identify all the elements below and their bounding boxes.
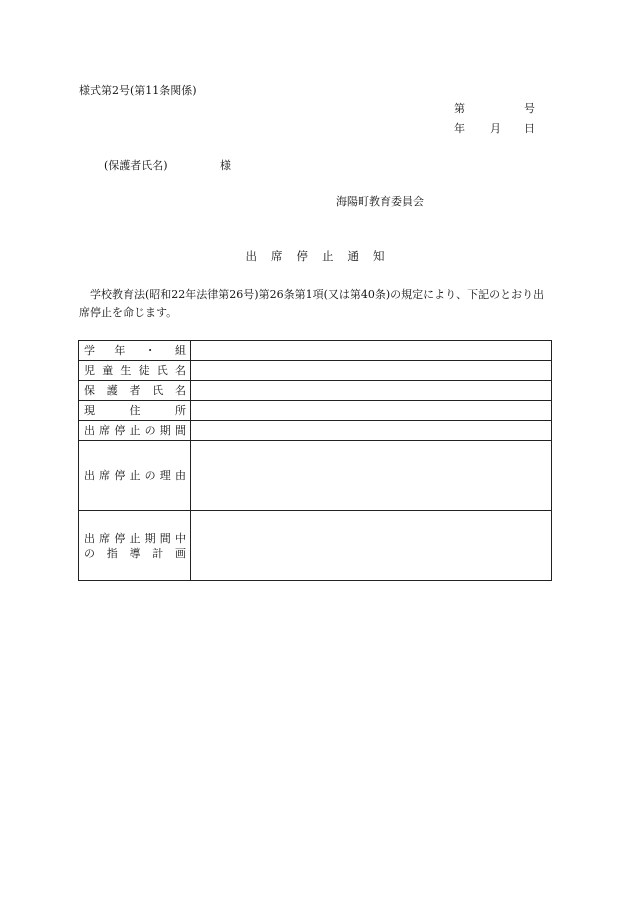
table-row (79, 381, 552, 401)
document-number-suffix: 号 (524, 102, 535, 115)
table-label-text: 学 年 ・ 組 (84, 344, 186, 357)
date-month-label: 月 (490, 122, 501, 135)
row-value-guidance-plan[interactable] (191, 511, 552, 581)
row-label-suspension-reason (79, 441, 191, 511)
table-label-text: 現 住 所 (84, 404, 186, 417)
table-row (79, 401, 552, 421)
row-value-suspension-reason[interactable] (191, 441, 552, 511)
table-label-text: 児 童 生 徒 氏 名 (84, 364, 186, 377)
table-row (79, 361, 552, 381)
table-label-text: 出 席 停 止 の 期 間 (84, 424, 186, 437)
row-label-grade-class (79, 341, 191, 361)
row-label-suspension-period (79, 421, 191, 441)
body-text: 学校教育法(昭和22年法律第26号)第26条第1項(又は第40条)の規定により、下記のとおり出席停止を命じます。 (79, 288, 545, 319)
row-label-address (79, 401, 191, 421)
table-label-text: の 指 導 計 画 (84, 546, 186, 560)
information-table (78, 340, 552, 581)
date-day-label: 日 (524, 122, 535, 135)
row-value-address[interactable] (191, 401, 552, 421)
row-label-guardian-name (79, 381, 191, 401)
table-label-text: 出 席 停 止 期 間 中 (84, 531, 186, 545)
form-number: 様式第2号(第11条関係) (79, 84, 197, 97)
table-row (79, 341, 552, 361)
issuer-name: 海陽町教育委員会 (336, 195, 424, 208)
row-value-guardian-name[interactable] (191, 381, 552, 401)
row-value-grade-class[interactable] (191, 341, 552, 361)
addressee-honorific: 様 (220, 159, 231, 172)
table-label-text: 保 護 者 氏 名 (84, 384, 186, 397)
row-label-guidance-plan (79, 511, 191, 581)
addressee-name: (保護者氏名) (104, 159, 168, 172)
table-row (79, 511, 552, 581)
table-label-text: 出 席 停 止 の 理 由 (84, 469, 186, 482)
row-value-student-name[interactable] (191, 361, 552, 381)
row-value-suspension-period[interactable] (191, 421, 552, 441)
document-number-label: 第 (454, 102, 465, 115)
table-row (79, 441, 552, 511)
row-label-student-name (79, 361, 191, 381)
document-title: 出席停止通知 (245, 249, 399, 263)
date-year-label: 年 (454, 122, 465, 135)
body-paragraph (79, 286, 554, 322)
table-row (79, 421, 552, 441)
